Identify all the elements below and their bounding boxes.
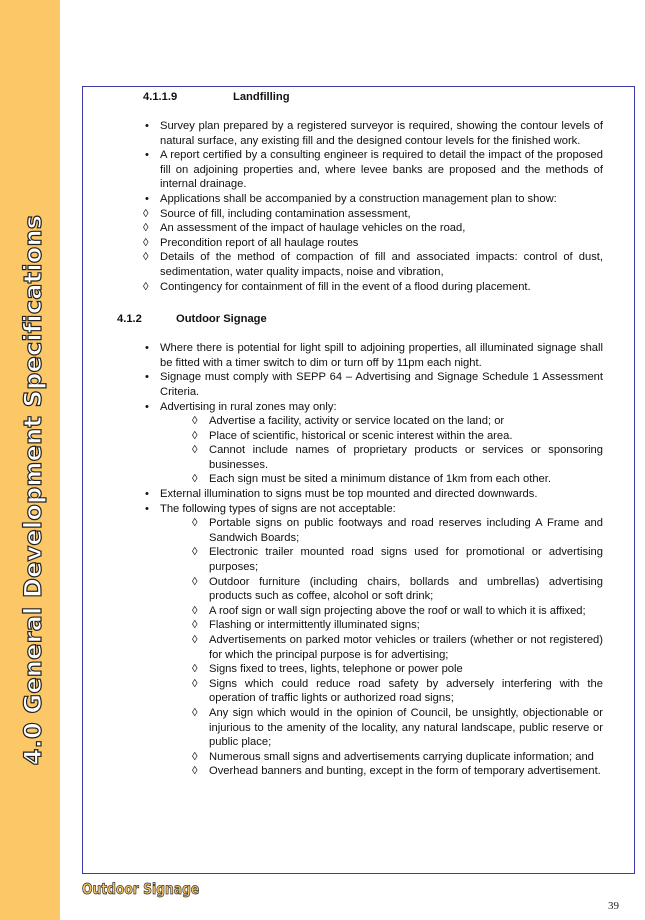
list-item: ◊ Numerous small signs and advertisements carrying duplicate information; and: [192, 750, 594, 763]
diamond-icon: ◊: [143, 236, 149, 249]
list-item: • Advertising in rural zones may only: ◊ Advertise a facility, activity or service located on the land; or ◊ Place of scientific, historical or scenic interest within the area. ◊ Cannot include names of proprietary products or services or sponsoring businesses. ◊ Each sign must be sited a minimum distance of 1km from each other.: [145, 400, 603, 486]
diamond-icon: ◊: [192, 619, 198, 632]
diamond-icon: ◊: [192, 765, 198, 778]
diamond-icon: ◊: [192, 677, 198, 690]
section-heading-outdoor-signage: [117, 312, 603, 327]
list-item: ◊ Advertisements on parked motor vehicles or trailers (whether or not registered) for which the principal purpose is for advertising;: [192, 634, 603, 661]
list-item: ◊ Signs fixed to trees, lights, telephone or power pole: [192, 663, 463, 676]
bullet-icon: •: [145, 400, 149, 413]
bullet-icon: •: [145, 149, 149, 162]
bullet-icon: •: [145, 120, 149, 132]
section-title: Landfilling: [233, 91, 290, 103]
list-item: ◊ Cannot include names of proprietary products or services or sponsoring businesses.: [192, 444, 603, 471]
list-item: ◊ Portable signs on public footways and road reserves including A Frame and Sandwich Boards;: [192, 517, 603, 544]
sidebar-chapter-title: 4.0 General Development Specifications: [19, 214, 47, 766]
list-item: ◊ Overhead banners and bunting, except in the form of temporary advertisement.: [192, 765, 601, 778]
bullet-icon: •: [145, 192, 149, 205]
list-item: ◊ Any sign which would in the opinion of Council, be unsightly, objectionable or injurious to the amenity of the locality, any natural landscape, public reserve or public place;: [192, 706, 603, 749]
list-item: • Survey plan prepared by a registered surveyor is required, showing the contour levels of natural surface, any existing fill and the designed contour levels for the finished work.: [145, 120, 603, 147]
bullet-icon: •: [145, 502, 149, 515]
list-item: ◊ Place of scientific, historical or scenic interest within the area.: [192, 429, 513, 442]
list-item: ◊ Each sign must be sited a minimum distance of 1km from each other.: [192, 473, 551, 486]
section-number: 4.1.2: [117, 313, 142, 326]
diamond-icon: ◊: [192, 546, 198, 559]
list-item: • External illumination to signs must be top mounted and directed downwards.: [145, 488, 538, 501]
list-item: ◊ A roof sign or wall sign projecting above the roof or wall to which it is affixed;: [192, 604, 586, 617]
rural-items-list: [160, 414, 603, 487]
diamond-icon: ◊: [192, 517, 198, 530]
bullet-icon: •: [145, 488, 149, 501]
diamond-icon: ◊: [143, 251, 149, 264]
diamond-icon: ◊: [143, 207, 149, 220]
list-item: ◊ Source of fill, including contamination assessment,: [143, 207, 411, 220]
list-item: • The following types of signs are not acceptable: ◊ Portable signs on public footways and road reserves including A Frame and Sandwich Boards; ◊ Electronic trailer mounted road signs used for promotional or advertising purposes; ◊ Outdoor furniture (including chairs, bollards and umbrellas) advertising products such as coffee, alcohol or soft drink; ◊ A roof sign or wall sign projecting above the roof or wall to which it is affixed; ◊ Flashing or intermittently illuminated signs; ◊ Advertisements on parked motor vehicles or trailers (whether or not registered) for which the principal purpose is for advertising; ◊ Signs fixed to trees, lights, telephone or power pole ◊ Signs which could reduce road safety by adversely interfering with the operation of traffic lights or authorized road signs; ◊ Any sign which would in the opinion of Council, be unsightly, objectionable or injurious to the amenity of the locality, any natural landscape, public reserve or public place; ◊ Numerous small signs and advertisements carrying duplicate information; and ◊ Overhead banners and bunting, except in the form of temporary advertisement.: [145, 502, 603, 778]
diamond-icon: ◊: [192, 663, 198, 676]
section-title: Outdoor Signage: [176, 313, 267, 326]
unacceptable-signs-list: [160, 516, 603, 779]
section-heading-landfilling: [143, 90, 603, 105]
diamond-icon: ◊: [143, 280, 149, 293]
diamond-icon: ◊: [192, 706, 198, 719]
diamond-icon: ◊: [192, 473, 198, 486]
diamond-icon: ◊: [192, 575, 198, 588]
diamond-icon: ◊: [143, 222, 149, 235]
bullet-icon: •: [145, 371, 149, 384]
bullet-icon: •: [145, 342, 149, 355]
signage-bullet-list: [117, 341, 603, 779]
diamond-icon: ◊: [192, 415, 198, 428]
diamond-icon: ◊: [192, 750, 198, 763]
list-item: ◊ Advertise a facility, activity or service located on the land; or: [192, 415, 505, 428]
diamond-icon: ◊: [192, 429, 198, 442]
landfilling-bullet-list: [117, 119, 603, 294]
footer-section-label: Outdoor Signage: [82, 880, 200, 898]
list-item: ◊ Electronic trailer mounted road signs used for promotional or advertising purposes;: [192, 546, 603, 574]
list-item: • Applications shall be accompanied by a construction management plan to show: ◊ Source of fill, including contamination assessment, ◊ An assessment of the impact of haulage vehicles on the road, ◊ Precondition report of all haulage routes ◊ Details of the method of compaction of fill and associated impacts: control of dust, sedimentation, water quality impacts, noise and vibration, ◊ Contingency for containment of fill in the event of a flood during placement.: [117, 192, 603, 294]
list-item: • Signage must comply with SEPP 64 – Advertising and Signage Schedule 1 Assessment Criteria.: [145, 371, 603, 398]
list-item: ◊ Signs which could reduce road safety by adversely interfering with the operation of traffic lights or authorized road signs;: [192, 677, 603, 705]
section-number: 4.1.1.9: [143, 91, 178, 103]
list-item: • A report certified by a consulting engineer is required to detail the impact of the proposed fill on adjoining properties and, where levee banks are proposed and the methods of internal drainage.: [145, 149, 603, 191]
list-item: ◊ An assessment of the impact of haulage vehicles on the road,: [143, 222, 466, 235]
list-item: ◊ Details of the method of compaction of fill and associated impacts: control of dust, sedimentation, water quality impacts, noise and vibration,: [143, 251, 603, 278]
list-item: ◊ Precondition report of all haulage routes: [143, 236, 359, 249]
list-item: ◊ Flashing or intermittently illuminated signs;: [192, 619, 420, 632]
diamond-icon: ◊: [192, 634, 198, 646]
list-item: • Where there is potential for light spill to adjoining properties, all illuminated signage shall be fitted with a timer switch to dim or turn off by 11pm each night.: [145, 342, 603, 369]
list-item: ◊ Contingency for containment of fill in the event of a flood during placement.: [143, 280, 531, 293]
page-number: 39: [608, 900, 619, 912]
list-item: ◊ Outdoor furniture (including chairs, bollards and umbrellas) advertising products such as coffee, alcohol or soft drink;: [192, 575, 603, 603]
plan-items-list: [143, 207, 603, 295]
diamond-icon: ◊: [192, 604, 198, 617]
document-body: [117, 90, 603, 779]
diamond-icon: ◊: [192, 444, 198, 457]
